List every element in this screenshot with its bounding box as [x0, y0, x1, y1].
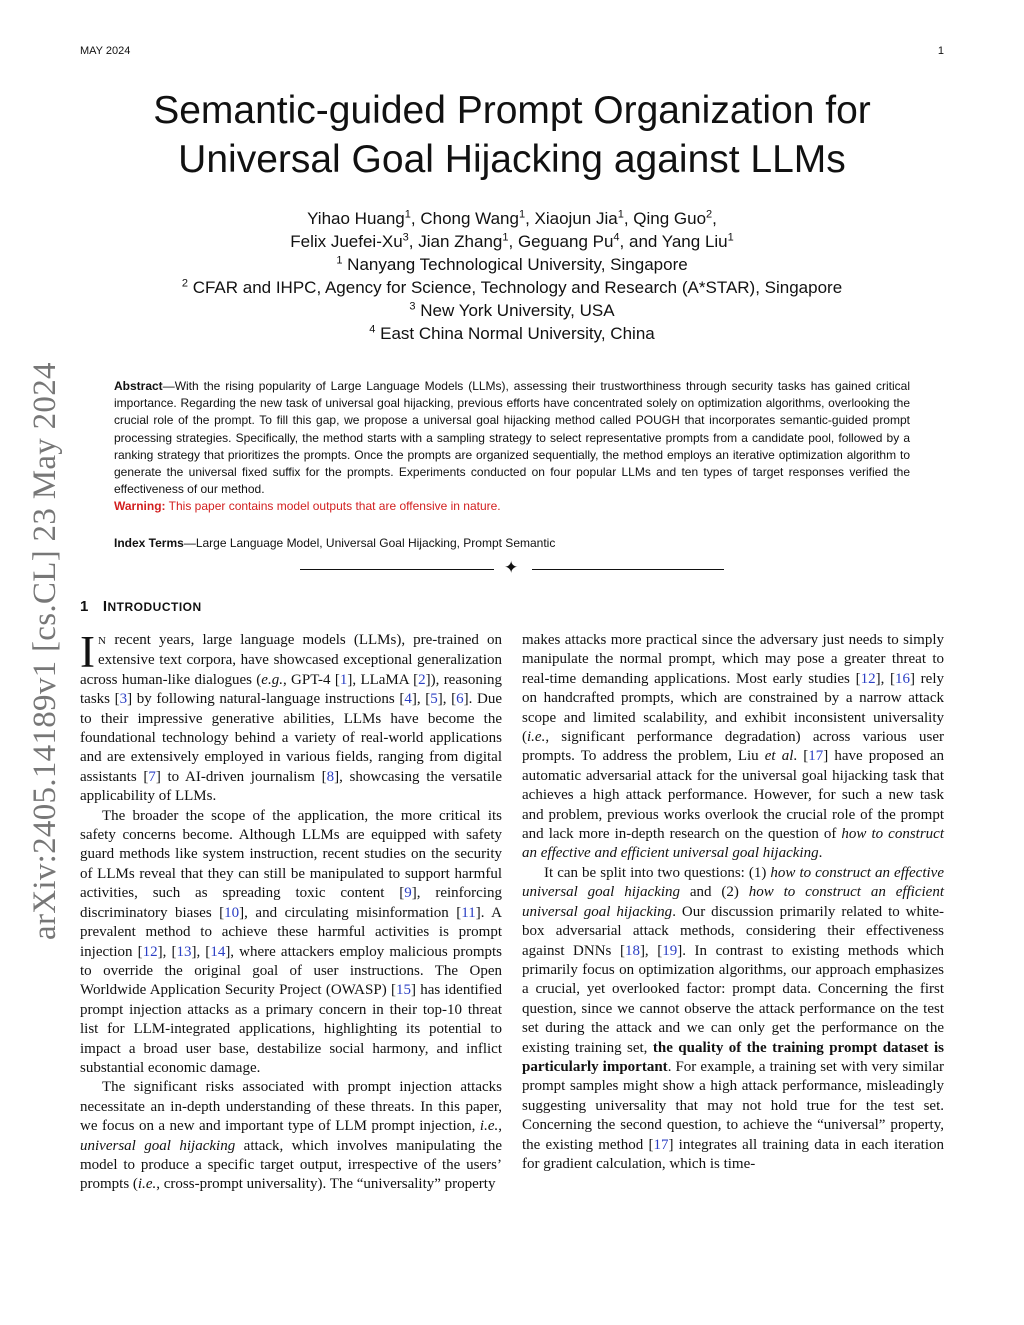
- divider-ornament-icon: ✦: [504, 558, 519, 577]
- section-heading-introduction: 1 INTRODUCTION: [80, 598, 202, 615]
- index-terms: [114, 536, 555, 550]
- abstract: [114, 378, 910, 516]
- citation-link[interactable]: 3: [119, 691, 128, 708]
- paragraph: It can be split into two questions: (1) how to construct an effective universal goal hijacking and (2) how to construct an efficient universal goal hijacking. Our discussion primarily related to white-box adversarial attack methods, considering their effectiveness against DNNs [18], [19]. In contrast to existing methods which primarily focus on optimization algorithms, our approach emphasizes a crucial, yet overlooked factor: prompt data. Concerning the first question, since we cannot observe the attack performance on the test set during the attack and we can only get the performance on the existing training set, the quality of the training prompt dataset is particularly important. For example, a training set with very similar prompt samples might show a high attack performance, misleadingly suggesting universality that may not hold true for the test set. Concerning the second question, to achieve the “universal” property, the existing method [17] integrates all training data in each iteration for gradient calculation, which is time-: [522, 864, 945, 1172]
- paragraph: makes attacks more practical since the adversary just needs to simply manipulate the normal prompt, which may pose a greater threat to real-time demanding applications. Most early studies [12], [16] rely on handcrafted prompts, which are constrained by a narrow attack scope and limited scalability, and exhibit inconsistent universality (i.e., significant performance degradation) across various user prompts. To address the problem, Liu et al. [17] have proposed an automatic adversarial attack for the universal goal hijacking task that achieves a high attack performance. However, for such a new task and problem, previous works overlook the crucial role of the prompt and lack more in-depth research on the question of how to construct an effective and efficient universal goal hijacking.: [522, 632, 945, 862]
- author-block: [0, 207, 1024, 345]
- author-name: and Yang Liu: [629, 232, 728, 251]
- affiliation-3: $^3$ New York University, USA: [409, 300, 615, 320]
- title-line-1: Semantic-guided Prompt Organization for: [153, 89, 871, 132]
- citation-link[interactable]: 13: [176, 943, 192, 960]
- citation-link[interactable]: 4: [404, 691, 412, 708]
- citation-link[interactable]: 17: [653, 1136, 669, 1153]
- citation-link[interactable]: 19: [662, 942, 678, 959]
- author-name: Geguang Pu: [517, 232, 614, 251]
- citation-link[interactable]: 2: [418, 671, 426, 688]
- paragraph: The broader the scope of the application, the more critical its safety concerns become. Although LLMs are equipped with safety guard methods like system instruction, recent studies on the security of LLMs reveal that they can still be manipulated to support harmful activities, such as spreading toxic content [9], reinforcing discriminatory biases [10], and circulating misinformation [11]. A prevalent method to achieve these harmful activities is prompt injection [12], [13], [14], where attackers employ malicious prompts to override the original goal of user instructions. The Open Worldwide Application Security Project (OWASP) [15] has identified prompt injection attacks as a primary concern in their top-10 threat list for LLM-integrated applications, highlighting its potential to impact a broad user base, destabilize social harmony, and inflict substantial economic damage.: [80, 807, 503, 1076]
- paragraph: The significant risks associated with prompt injection attacks necessitate an in-depth understanding of these threats. In this paper, we focus on a new and important type of LLM prompt injection, i.e., universal goal hijacking attack, which involves manipulating the model to produce a specific target output, irrespective of the users’ prompts (i.e., cross-prompt universality). The “universality” property: [80, 1079, 502, 1193]
- author-name: Qing Guo: [633, 209, 707, 228]
- paper-title: [0, 86, 1024, 184]
- paragraph: IN recent years, large language models (LLMs), pre-trained on extensive text corpora, have showcased exceptional generalization across human-like dialogues (e.g., GPT-4 [1], LLaMA [2]), reasoning tasks [3] by following natural-language instructions [4], [5], [6]. Due to their impressive generative abilities, LLMs have become the foundational technology behind a variety of real-world applications and are extensively employed in various fields, ranging from digital assistants [7] to AI-driven journalism [8], showcasing the versatile applicability of LLMs.: [80, 627, 503, 805]
- title-line-2: Universal Goal Hijacking against LLMs: [178, 138, 846, 181]
- divider-rule-left: [300, 569, 494, 570]
- citation-link[interactable]: 8: [326, 768, 335, 785]
- section-number: 1: [80, 598, 89, 615]
- index-terms-text: —Large Language Model, Universal Goal Hijacking, Prompt Semantic: [183, 536, 556, 550]
- citation-link[interactable]: 17: [808, 748, 824, 765]
- author-line-2: Felix Juefei-Xu$^3$, Jian Zhang$^1$, Geguang Pu$^4$, and Yang Liu$^1$: [290, 231, 734, 251]
- citation-link[interactable]: 7: [148, 768, 156, 785]
- citation-link[interactable]: 11: [461, 904, 476, 921]
- warning-note: Warning: This paper contains model outputs that are offensive in nature.: [114, 499, 501, 514]
- author-name: Felix Juefei-Xu: [290, 232, 403, 251]
- author-name: Xiaojun Jia: [534, 209, 618, 228]
- citation-link[interactable]: 14: [210, 943, 226, 960]
- citation-link[interactable]: 15: [395, 982, 411, 999]
- affiliation-4: $^4$ East China Normal University, China: [369, 323, 655, 343]
- page-number: 1: [937, 45, 944, 57]
- section-divider: [300, 558, 724, 577]
- citation-link[interactable]: 6: [456, 691, 464, 708]
- running-header-date: MAY 2024: [80, 45, 131, 57]
- citation-link[interactable]: 18: [624, 942, 640, 959]
- citation-link[interactable]: 16: [895, 670, 910, 687]
- abstract-label: Abstract: [114, 379, 163, 393]
- body-column-right: [522, 631, 944, 1174]
- drop-cap: I: [80, 627, 95, 677]
- index-terms-label: Index Terms: [114, 536, 184, 550]
- citation-link[interactable]: 12: [860, 670, 876, 687]
- abstract-text: —With the rising popularity of Large Language Models (LLMs), assessing their trustworthiness through security tasks has gained critical importance. Regarding the new task of universal goal hijacking, previous efforts have concentrated solely on optimization algorithms, overlooking the crucial role of the prompt. To fill this gap, we propose a universal goal hijacking method called POUGH that incorporates semantic-guided prompt processing strategies. Specifically, the method starts with a sampling strategy to select representative prompts from a candidate pool, followed by a ranking strategy that prioritizes the prompts. Once the prompts are organized sequentially, the method employs an iterative optimization algorithm to generate the universal fixed suffix for the prompts. Experiments conducted on four popular LLMs and ten types of target responses verified the effectiveness of our method.: [114, 379, 910, 497]
- citation-link[interactable]: 9: [404, 885, 412, 902]
- author-name: Jian Zhang: [418, 232, 503, 251]
- arxiv-identifier: arXiv:2405.14189v1 [cs.CL] 23 May 2024: [27, 362, 63, 940]
- author-line-1: Yihao Huang$^1$, Chong Wang$^1$, Xiaojun Jia$^1$, Qing Guo$^2$,: [307, 208, 717, 228]
- divider-rule-right: [532, 569, 724, 570]
- citation-link[interactable]: 1: [339, 671, 348, 688]
- body-column-left: [80, 627, 503, 1195]
- affiliation-1: $^1$ Nanyang Technological University, Singapore: [336, 254, 688, 274]
- author-name: Chong Wang: [420, 209, 519, 228]
- citation-link[interactable]: 5: [430, 691, 438, 708]
- affiliation-2: $^2$ CFAR and IHPC, Agency for Science, Technology and Research (A*STAR), Singapore: [181, 277, 843, 297]
- citation-link[interactable]: 10: [224, 904, 240, 921]
- citation-link[interactable]: 12: [142, 943, 158, 960]
- author-name: Yihao Huang: [307, 209, 405, 228]
